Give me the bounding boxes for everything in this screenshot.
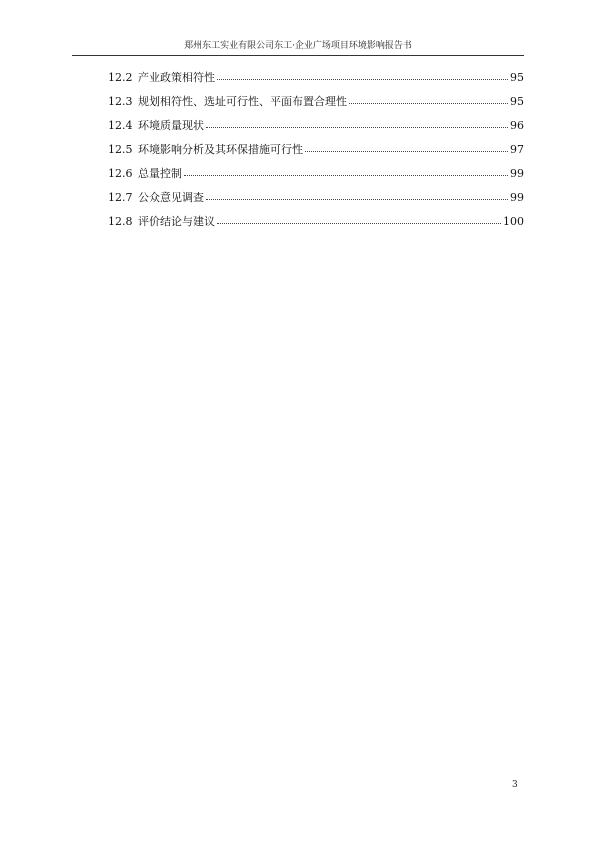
toc-entry-title: 总量控制 bbox=[138, 167, 182, 180]
toc-entry-title: 环境质量现状 bbox=[138, 119, 204, 132]
toc-dot-leader bbox=[305, 142, 508, 152]
toc-dot-leader bbox=[217, 214, 501, 224]
toc-entry[interactable] bbox=[108, 166, 524, 190]
toc-entry-title: 环境影响分析及其环保措施可行性 bbox=[138, 143, 303, 156]
toc-dot-leader bbox=[349, 94, 508, 104]
toc-entry-title: 产业政策相符性 bbox=[138, 71, 215, 84]
toc-entry-page: 100 bbox=[503, 215, 524, 228]
page-header: 郑州东工实业有限公司东工·企业广场项目环境影响报告书 bbox=[184, 41, 412, 51]
toc-entry-page: 96 bbox=[510, 119, 524, 132]
toc-entry-number: 12.4 bbox=[108, 119, 133, 132]
toc-entry-page: 95 bbox=[510, 95, 524, 108]
toc-entry-number: 12.2 bbox=[108, 71, 133, 84]
toc-entry[interactable] bbox=[108, 190, 524, 214]
toc-entry-title: 规划相符性、选址可行性、平面布置合理性 bbox=[138, 95, 347, 108]
toc-entry-page: 99 bbox=[510, 191, 524, 204]
toc-entry[interactable] bbox=[108, 142, 524, 166]
toc-entry-number: 12.8 bbox=[108, 215, 133, 228]
toc-dot-leader bbox=[206, 190, 508, 200]
toc-entry-number: 12.7 bbox=[108, 191, 133, 204]
toc-dot-leader bbox=[184, 166, 508, 176]
toc-entry-title: 公众意见调查 bbox=[138, 191, 204, 204]
toc-entry[interactable] bbox=[108, 118, 524, 142]
toc-entry-page: 97 bbox=[510, 143, 524, 156]
toc-entry[interactable] bbox=[108, 94, 524, 118]
toc-entry-number: 12.3 bbox=[108, 95, 133, 108]
toc-entry[interactable] bbox=[108, 214, 524, 238]
toc-dot-leader bbox=[217, 70, 508, 80]
header-rule bbox=[72, 55, 524, 56]
page-number: 3 bbox=[512, 780, 518, 790]
toc-entry[interactable] bbox=[108, 70, 524, 94]
toc-entry-title: 评价结论与建议 bbox=[138, 215, 215, 228]
toc-entry-page: 99 bbox=[510, 167, 524, 180]
toc-entry-number: 12.6 bbox=[108, 167, 133, 180]
toc-entry-page: 95 bbox=[510, 71, 524, 84]
toc-dot-leader bbox=[206, 118, 508, 128]
toc-entry-number: 12.5 bbox=[108, 143, 133, 156]
table-of-contents bbox=[108, 70, 524, 238]
